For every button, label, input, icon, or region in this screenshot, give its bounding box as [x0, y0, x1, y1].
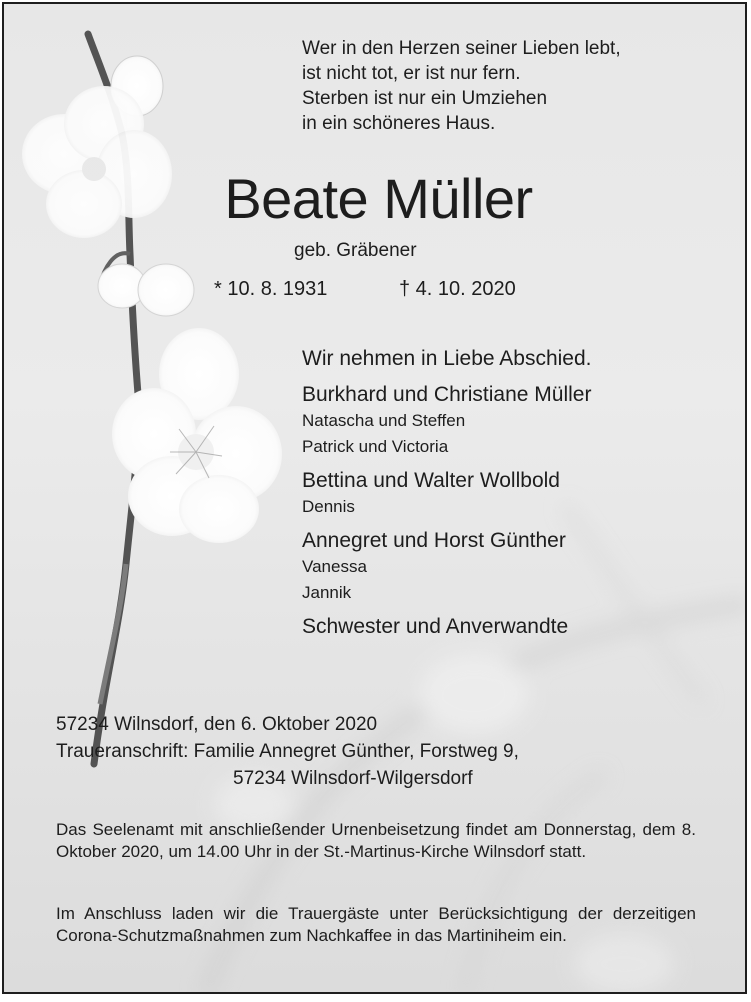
mourner-family	[302, 468, 722, 520]
family-member: Dennis	[302, 497, 355, 516]
maiden-name: geb. Gräbener	[294, 240, 417, 261]
family-member: Natascha und Steffen	[302, 411, 466, 430]
mourning-address-line2: 57234 Wilnsdorf-Wilgersdorf	[233, 768, 473, 789]
mourner-family	[302, 382, 722, 460]
deceased-name-block	[4, 164, 747, 234]
family-member: Patrick und Victoria	[302, 437, 449, 456]
birth-date: * 10. 8. 1931	[214, 278, 328, 300]
deceased-name: Beate Müller	[224, 167, 533, 230]
verse-line: Sterben ist nur ein Umziehen	[302, 88, 548, 109]
verse-line: in ein schöneres Haus.	[302, 113, 496, 134]
obituary-notice	[2, 2, 747, 994]
mourner-family	[302, 528, 722, 606]
other-relatives: Schwester und Anverwandte	[302, 615, 569, 638]
family-name: Annegret und Horst Günther	[302, 529, 566, 552]
death-date: † 4. 10. 2020	[399, 278, 516, 300]
mourners-list	[302, 346, 722, 640]
service-details: Das Seelenamt mit anschließender Urnenbeisetzung findet am Donnerstag, dem 8. Oktober 2020, um 14.00 Uhr in der St.-Martinus-Kirche Wilnsdorf statt.	[56, 820, 696, 861]
family-name: Burkhard und Christiane Müller	[302, 383, 592, 406]
place-and-date: 57234 Wilnsdorf, den 6. Oktober 2020	[56, 714, 378, 735]
mourning-address-line1: Traueranschrift: Familie Annegret Günther, Forstweg 9,	[56, 741, 519, 762]
family-member: Vanessa	[302, 557, 367, 576]
farewell-line: Wir nehmen in Liebe Abschied.	[302, 347, 592, 370]
verse-line: Wer in den Herzen seiner Lieben lebt,	[302, 38, 621, 59]
reception-invitation: Im Anschluss laden wir die Trauergäste unter Berücksichtigung der derzeitigen Corona-Schutzmaßnahmen zum Nachkaffee in das Martiniheim ein.	[56, 904, 696, 945]
family-name: Bettina und Walter Wollbold	[302, 469, 560, 492]
family-member: Jannik	[302, 583, 352, 602]
memorial-verse	[302, 36, 621, 136]
verse-line: ist nicht tot, er ist nur fern.	[302, 63, 521, 84]
